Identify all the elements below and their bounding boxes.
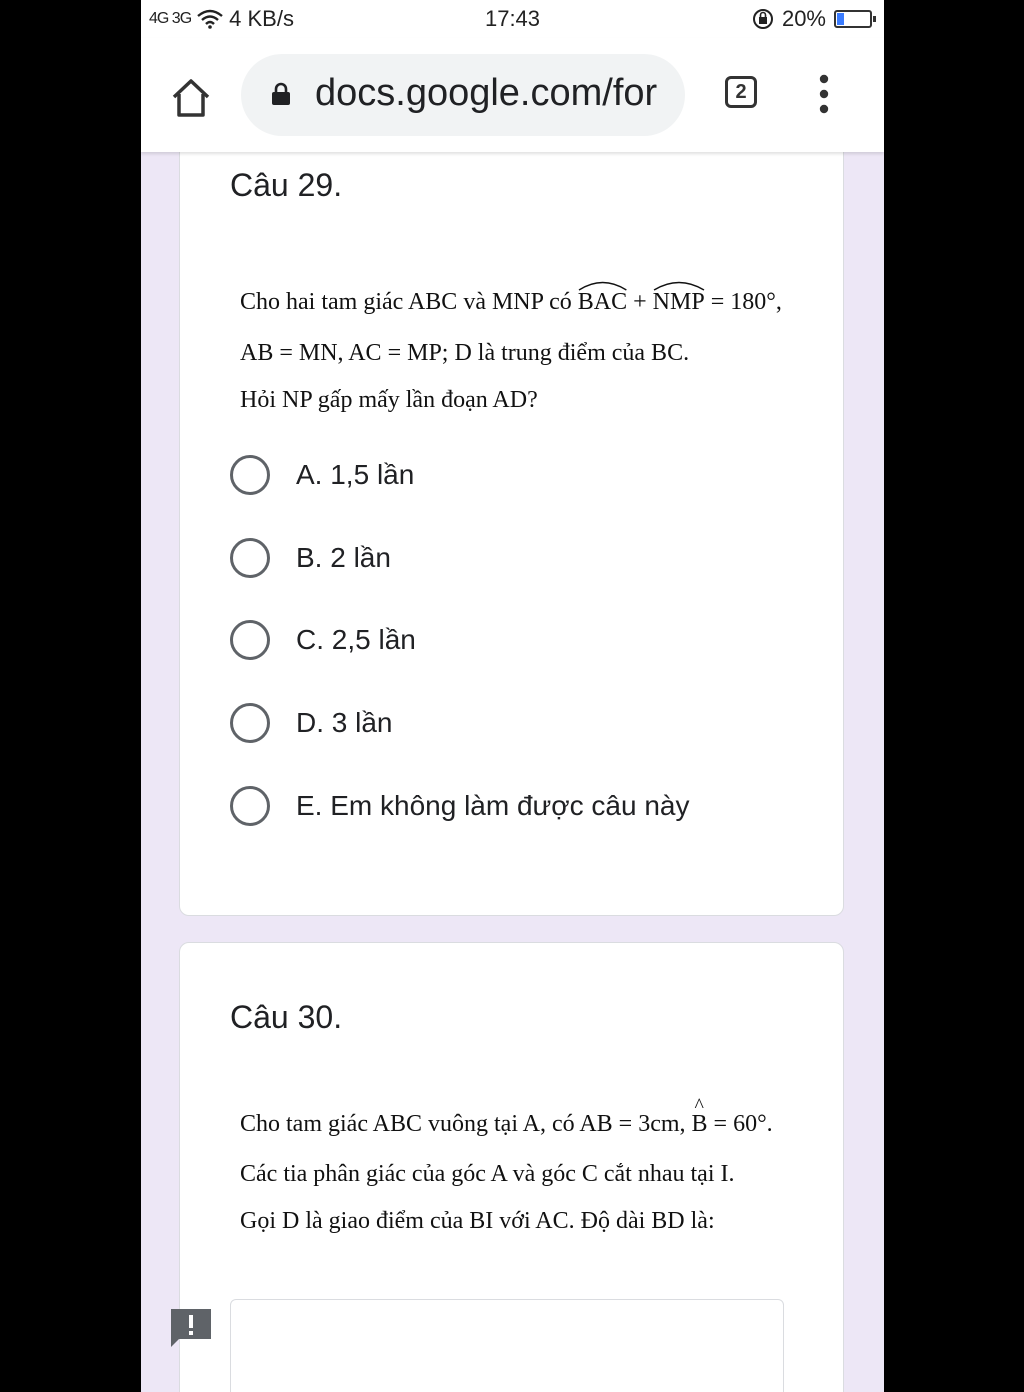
phone-screen [141, 0, 884, 1392]
status-bar [141, 0, 884, 38]
option-b[interactable]: B. 2 lần [230, 538, 391, 578]
tab-switcher-button[interactable]: 2 [725, 76, 757, 108]
battery-icon [834, 10, 872, 28]
question-title: Câu 29. [230, 167, 343, 203]
question-card-29 [179, 132, 844, 916]
angle-nmp: NMP [653, 289, 705, 316]
option-d[interactable]: D. 3 lần [230, 703, 393, 743]
network-speed: 4 KB/s [229, 6, 294, 31]
radio-button[interactable] [230, 703, 270, 743]
home-icon[interactable] [169, 76, 213, 120]
browser-toolbar [141, 38, 884, 152]
address-bar[interactable] [241, 54, 685, 136]
question-text-line2: Các tia phân giác của góc A và góc C cắt nhau tại I. [240, 1161, 735, 1187]
radio-button[interactable] [230, 786, 270, 826]
radio-button[interactable] [230, 455, 270, 495]
clock: 17:43 [484, 6, 541, 31]
radio-button[interactable] [230, 538, 270, 578]
option-e[interactable]: E. Em không làm được câu này [230, 786, 690, 826]
lock-icon [271, 82, 291, 106]
signal-icon: 4G 3G [149, 10, 192, 27]
question-text-line1: Cho hai tam giác ABC và MNP có BAC + NMP = 180°, [240, 289, 782, 316]
battery-percent: 20% [781, 6, 826, 31]
option-c[interactable]: C. 2,5 lần [230, 620, 416, 660]
question-text-line3: Hỏi NP gấp mấy lần đoạn AD? [240, 387, 538, 413]
angle-bac: BAC [578, 289, 627, 316]
question-text-line1: Cho tam giác ABC vuông tại A, có AB = 3cm, ^ B = 60°. [240, 1111, 773, 1138]
more-menu-icon[interactable] [819, 74, 829, 114]
report-issue-icon[interactable] [169, 1307, 213, 1347]
rotation-lock-icon [752, 8, 774, 30]
question-card-30 [179, 942, 844, 1392]
url-text[interactable]: docs.google.com/for [315, 72, 658, 114]
option-a[interactable]: A. 1,5 lần [230, 455, 414, 495]
form-content [141, 152, 884, 1392]
question-text-line3: Gọi D là giao điểm của BI với AC. Độ dài BD là: [240, 1208, 715, 1234]
angle-b: ^ B [692, 1111, 708, 1138]
question-text-line2: AB = MN, AC = MP; D là trung điểm của BC. [240, 340, 690, 366]
radio-button[interactable] [230, 620, 270, 660]
answer-input[interactable] [230, 1299, 784, 1392]
question-title: Câu 30. [230, 999, 343, 1035]
